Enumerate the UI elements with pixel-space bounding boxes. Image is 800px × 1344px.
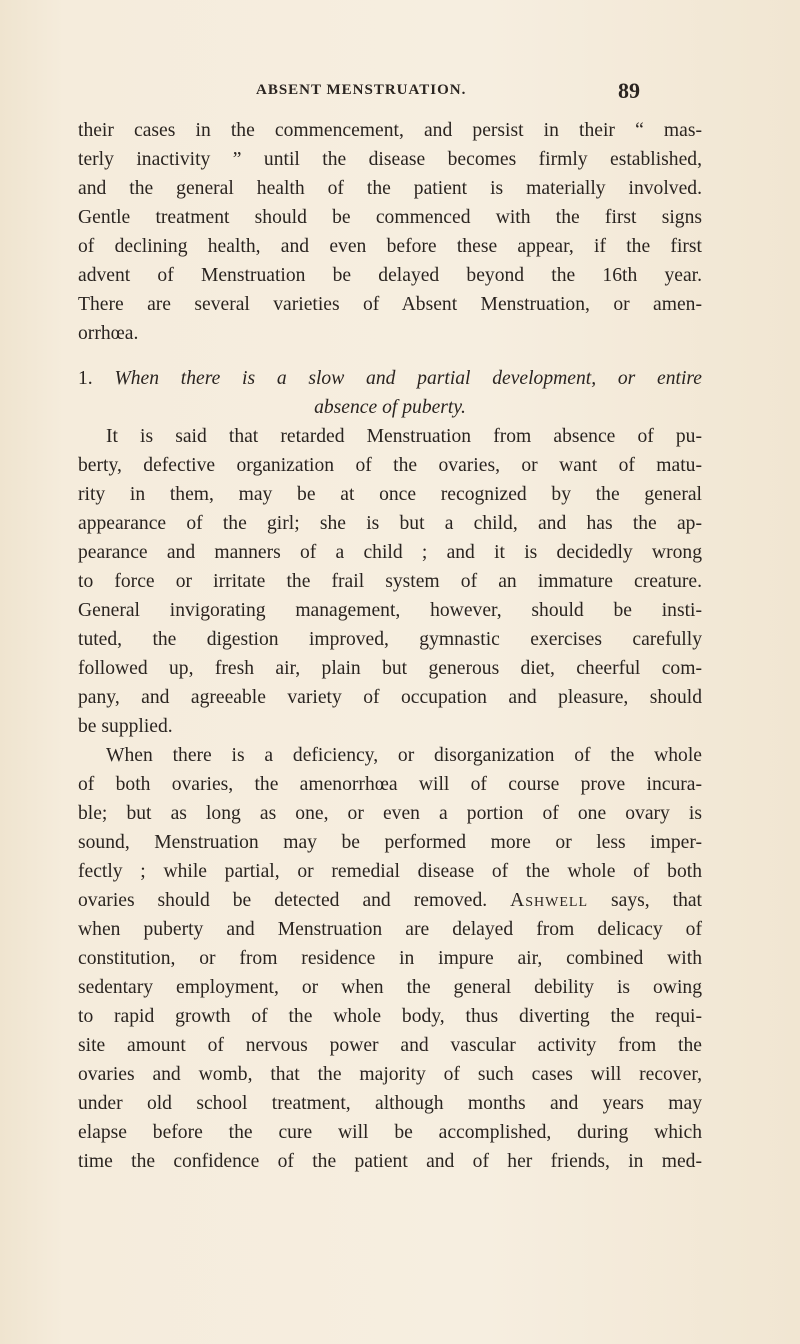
text-line: General invigorating management, however, should be insti- [78, 600, 702, 621]
text-line: constitution, or from residence in impure air, combined with [78, 948, 702, 969]
text-line: site amount of nervous power and vascular activity from the [78, 1035, 702, 1056]
text-line: It is said that retarded Menstruation from absence of pu- [106, 426, 702, 447]
text-line: There are several varieties of Absent Menstruation, or amen- [78, 294, 702, 315]
text-line: when puberty and Menstruation are delayed from delicacy of [78, 919, 702, 940]
text-line: of declining health, and even before these appear, if the first [78, 236, 702, 257]
text-line: of both ovaries, the amenorrhœa will of course prove incura- [78, 774, 702, 795]
text-line: tuted, the digestion improved, gymnastic exercises carefully [78, 629, 702, 650]
text-line: to rapid growth of the whole body, thus diverting the requi- [78, 1006, 702, 1027]
text-line: ovaries and womb, that the majority of such cases will recover, [78, 1064, 702, 1085]
text-line: sound, Menstruation may be performed more or less imper- [78, 832, 702, 853]
text-line: be supplied. [78, 716, 173, 737]
author-name: Ashwell [510, 890, 589, 911]
page-header [0, 78, 800, 104]
text-line: time the confidence of the patient and of her friends, in med- [78, 1151, 702, 1172]
text-line: pearance and manners of a child ; and it is decidedly wrong [78, 542, 702, 563]
section-heading-line-1 [78, 364, 702, 393]
text-line: appearance of the girl; she is but a child, and has the ap- [78, 513, 702, 534]
section-heading-text: When there is a slow and partial development, or entire [114, 368, 702, 389]
text-fragment: says, that [611, 890, 702, 911]
body-text [78, 116, 702, 1176]
section-heading-line-2: absence of puberty. [314, 397, 466, 418]
text-fragment: ovaries should be detected and removed. [78, 890, 488, 911]
paragraph-3 [78, 741, 702, 1176]
text-line: fectly ; while partial, or remedial disease of the whole of both [78, 861, 702, 882]
text-line: When there is a deficiency, or disorganization of the whole [106, 745, 702, 766]
text-line: rity in them, may be at once recognized by the general [78, 484, 702, 505]
text-line: sedentary employment, or when the general debility is owing [78, 977, 702, 998]
text-line: terly inactivity ” until the disease becomes firmly established, [78, 149, 702, 170]
text-line: to force or irritate the frail system of an immature creature. [78, 571, 702, 592]
text-line: ble; but as long as one, or even a portion of one ovary is [78, 803, 702, 824]
text-line-with-author [78, 886, 702, 915]
text-line: pany, and agreeable variety of occupation and pleasure, should [78, 687, 702, 708]
text-line: followed up, fresh air, plain but generous diet, cheerful com- [78, 658, 702, 679]
section-number: 1. [78, 368, 93, 389]
page-number: 89 [618, 78, 640, 103]
paragraph-2 [78, 422, 702, 741]
text-line: under old school treatment, although months and years may [78, 1093, 702, 1114]
section-heading [78, 364, 702, 422]
text-line: their cases in the commencement, and persist in their “ mas- [78, 120, 702, 141]
text-line: Gentle treatment should be commenced with the first signs [78, 207, 702, 228]
text-line: berty, defective organization of the ovaries, or want of matu- [78, 455, 702, 476]
section-spacer [78, 348, 702, 364]
running-head: ABSENT MENSTRUATION. [256, 82, 467, 98]
text-line: orrhœa. [78, 323, 139, 344]
paragraph-1 [78, 116, 702, 348]
text-line: and the general health of the patient is materially involved. [78, 178, 702, 199]
text-line: elapse before the cure will be accomplished, during which [78, 1122, 702, 1143]
text-line: advent of Menstruation be delayed beyond the 16th year. [78, 265, 702, 286]
